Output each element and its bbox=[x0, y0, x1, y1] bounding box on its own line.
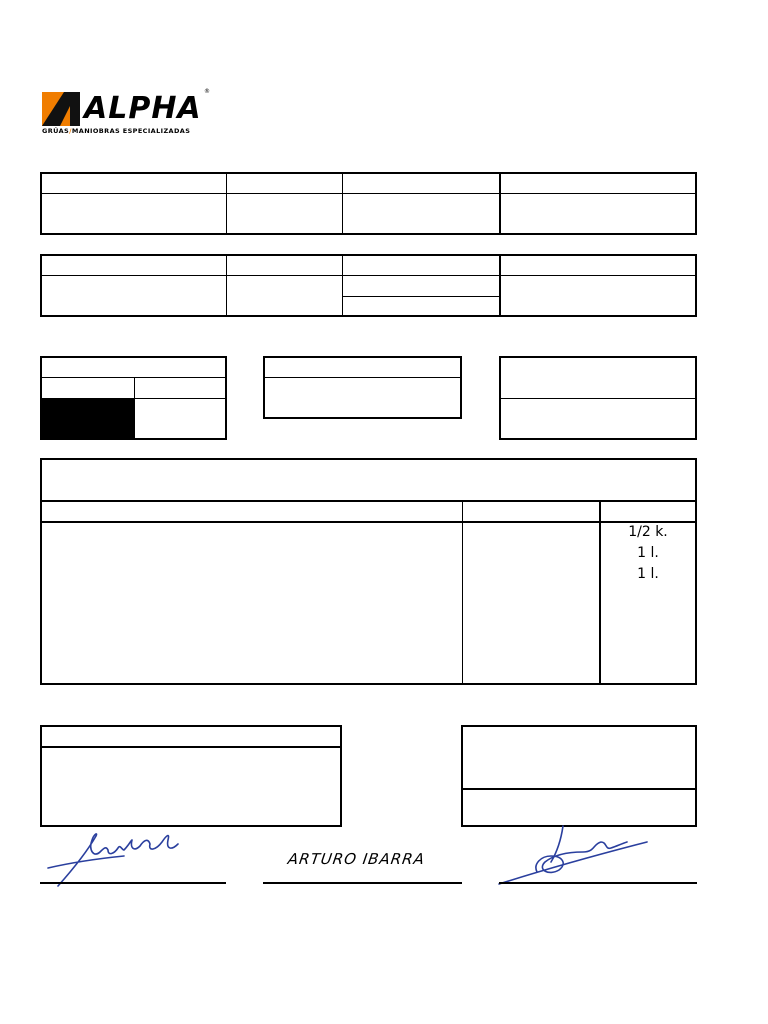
material-quantity-2: 1 l. bbox=[637, 545, 659, 561]
material-quantity-3: 1 l. bbox=[637, 566, 659, 582]
signature-line-right bbox=[499, 882, 697, 884]
company-logo bbox=[42, 88, 212, 138]
service-info-table bbox=[40, 254, 697, 317]
status-box-left bbox=[40, 356, 227, 440]
observations-box bbox=[40, 725, 342, 827]
logo-registered-mark: ® bbox=[204, 88, 210, 95]
signature-center-name: ARTURO IBARRA bbox=[286, 850, 427, 868]
signature-left-icon bbox=[44, 828, 194, 888]
logo-tagline-right: MANIOBRAS ESPECIALIZADAS bbox=[71, 127, 191, 135]
material-quantity-1: 1/2 k. bbox=[628, 524, 668, 540]
signature-line-center bbox=[263, 882, 462, 884]
logo-brand-text: ALPHA bbox=[84, 91, 202, 126]
logo-slash-icon: / bbox=[69, 127, 72, 135]
status-box-middle bbox=[263, 356, 462, 419]
logo-tagline bbox=[42, 128, 190, 135]
filled-cell bbox=[42, 398, 135, 438]
status-box-right bbox=[499, 356, 697, 440]
approval-box bbox=[461, 725, 697, 827]
alpha-logo-mark-icon bbox=[42, 92, 80, 126]
logo-tagline-left: GRÚAS bbox=[42, 127, 70, 135]
header-info-table bbox=[40, 172, 697, 235]
signature-line-left bbox=[40, 882, 226, 884]
signature-right-icon bbox=[497, 822, 657, 888]
materials-table bbox=[40, 458, 697, 685]
